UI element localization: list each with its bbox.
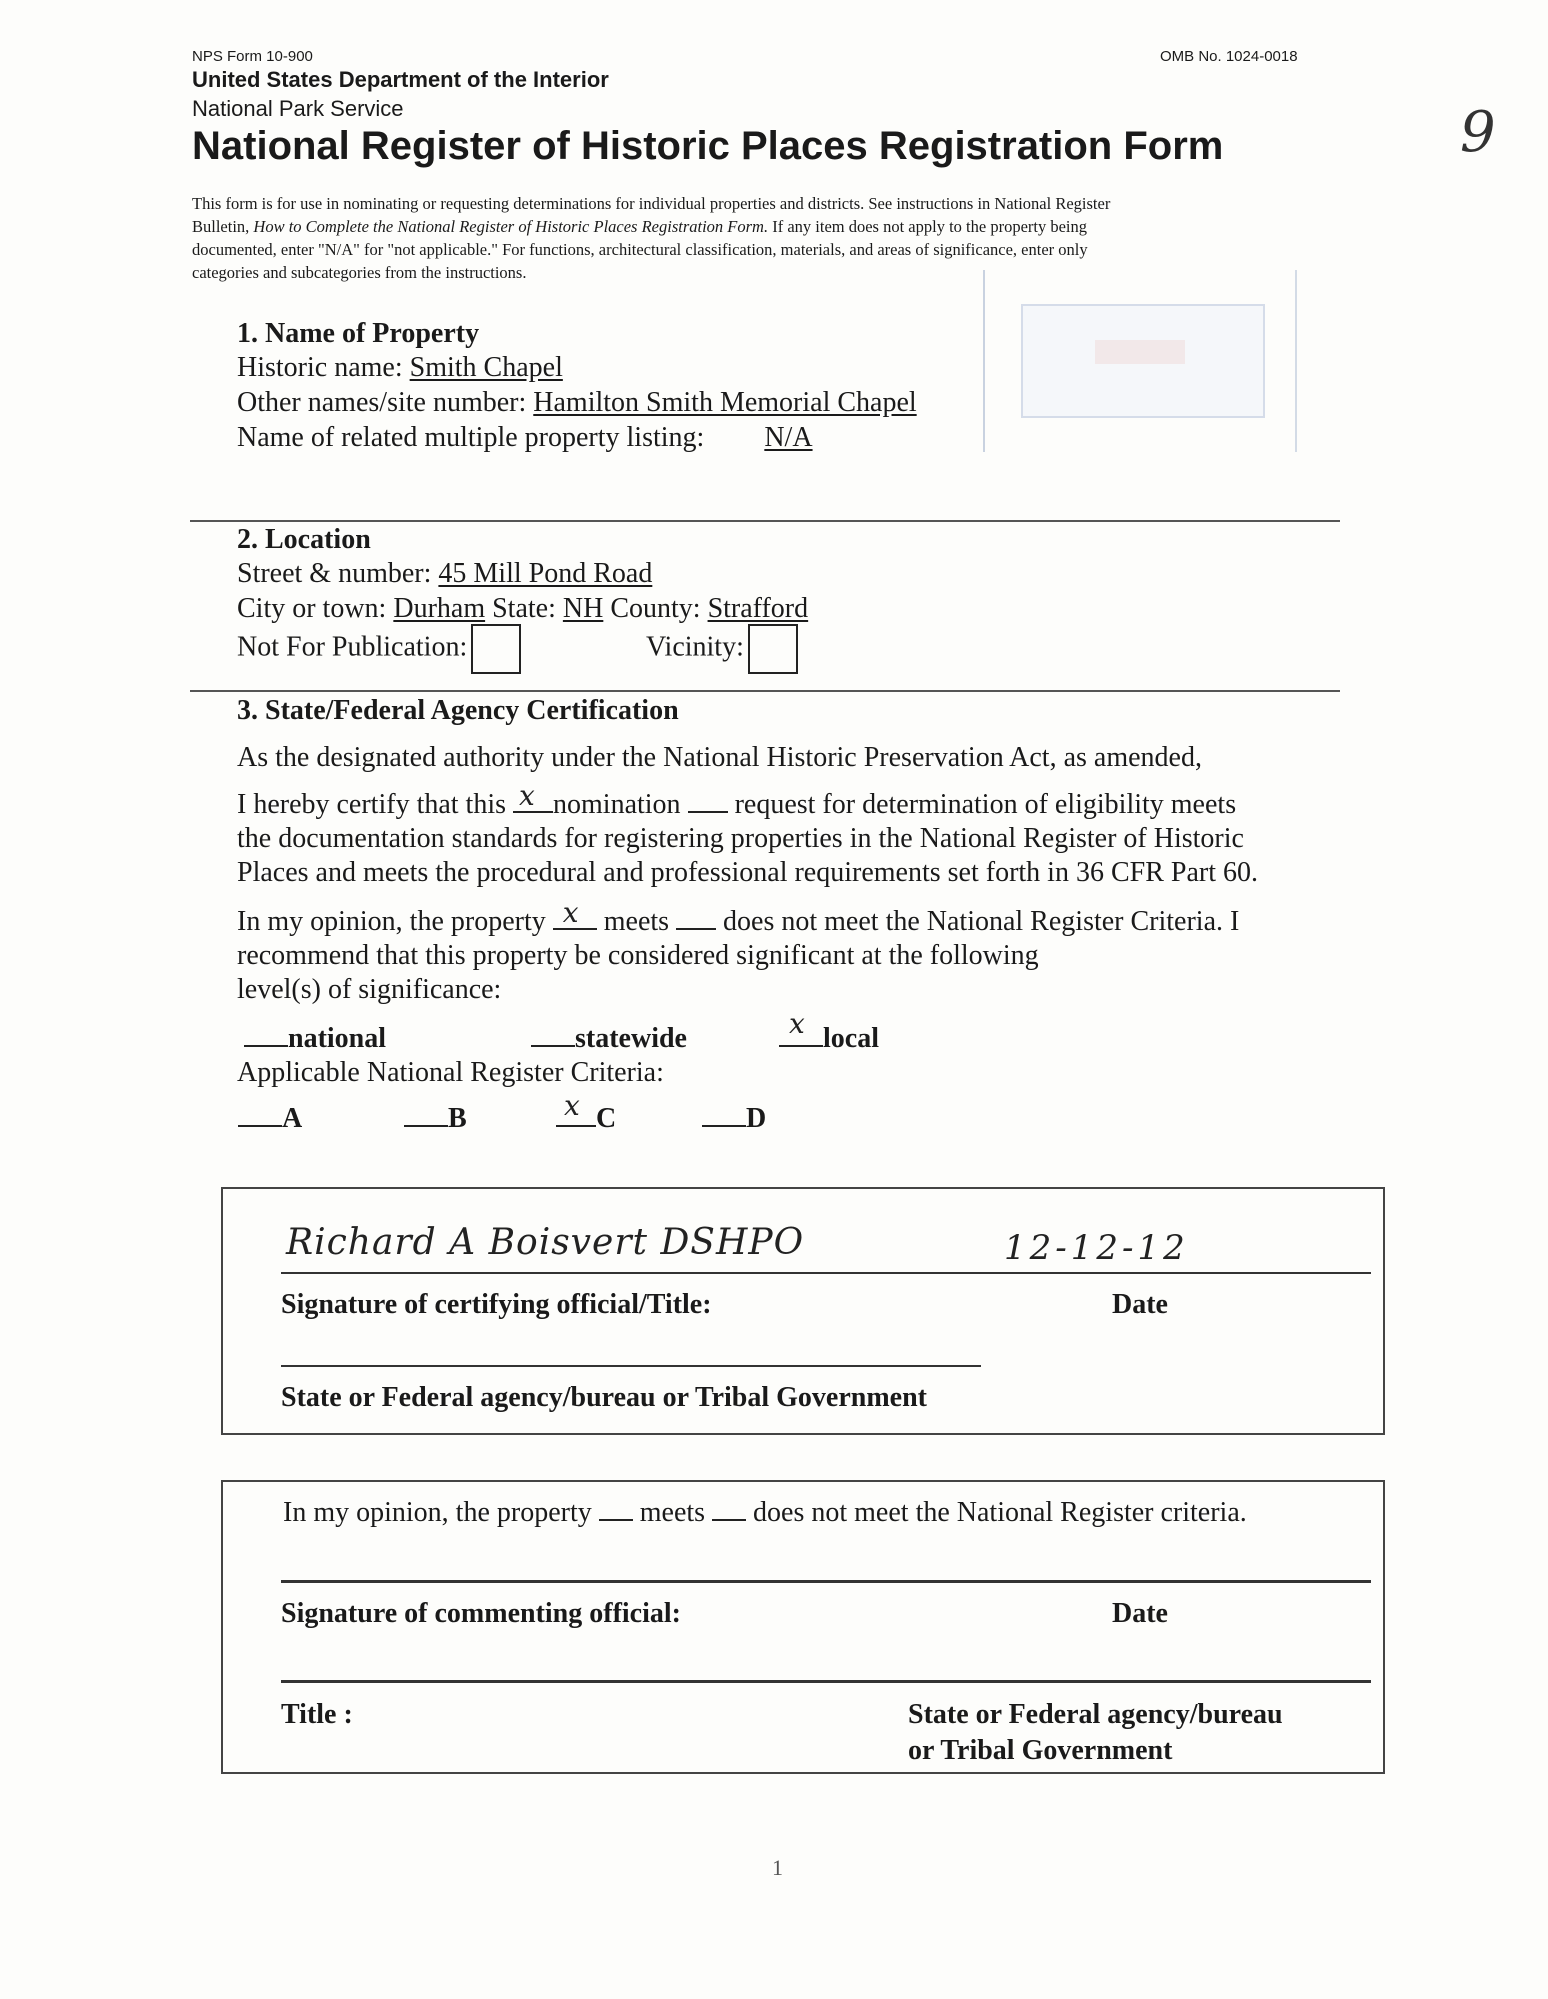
received-stamp	[983, 270, 1297, 452]
street-row	[237, 557, 652, 591]
other-names-value: Hamilton Smith Memorial Chapel	[533, 387, 917, 418]
vicinity-label: Vicinity:	[646, 631, 744, 663]
commenting-date-label: Date	[1112, 1598, 1168, 1629]
criterion-c: x C	[556, 1102, 616, 1136]
not-for-publication-checkbox[interactable]	[471, 624, 521, 674]
state-label: State:	[485, 593, 563, 624]
certification-signature-line[interactable]	[281, 1272, 1371, 1274]
nomination-check-mark: x	[519, 779, 535, 812]
level-local	[779, 1007, 879, 1056]
statewide-check-blank[interactable]	[531, 1044, 575, 1047]
criterion-d: D	[702, 1102, 766, 1136]
criterion-a-blank[interactable]	[238, 1124, 282, 1127]
multiple-property-value: N/A	[764, 422, 813, 453]
page-title: National Register of Historic Places Registration Form	[192, 124, 1224, 168]
multiple-property-row	[237, 421, 813, 455]
section3-heading: 3. State/Federal Agency Certification	[237, 695, 679, 726]
criterion-b-blank[interactable]	[404, 1124, 448, 1127]
street-value: 45 Mill Pond Road	[438, 558, 653, 589]
commenting-agency-line-1: State or Federal agency/bureau	[908, 1699, 1283, 1730]
commenting-agency-line-2: or Tribal Government	[908, 1735, 1173, 1766]
commenting-agency-label	[908, 1698, 1283, 1768]
city-row	[237, 592, 808, 626]
opinion-line-3: level(s) of significance:	[237, 974, 502, 1005]
county-value: Strafford	[707, 593, 809, 624]
certifying-signature-label: Signature of certifying official/Title:	[281, 1289, 712, 1320]
criterion-b: B	[404, 1102, 467, 1136]
does-not-meet-check-blank[interactable]	[676, 927, 716, 930]
city-label: City or town:	[237, 593, 394, 624]
opinion-paragraph	[237, 896, 1367, 1007]
certifying-signature: Richard A Boisvert DSHPO	[286, 1222, 805, 1263]
local-check-blank[interactable]	[779, 1007, 823, 1047]
intro-bulletin-title: How to Complete the National Register of Historic Places Registration Form.	[253, 217, 769, 236]
meets-check-blank[interactable]	[553, 896, 597, 930]
state-value: NH	[562, 593, 604, 624]
commenting-title-line[interactable]	[281, 1680, 1371, 1683]
certify-line-1: I hereby certify that this x nomination request for determination of eligibility meets	[237, 779, 1237, 820]
section2-heading: 2. Location	[237, 524, 371, 555]
authority-statement: As the designated authority under the National Historic Preservation Act, as amended,	[237, 742, 1202, 773]
nomination-check-blank[interactable]	[513, 779, 553, 813]
intro-line-1: This form is for use in nominating or requesting determinations for individual properties and districts. See instructions in National Register	[192, 194, 1111, 213]
comment-does-not-meet-blank[interactable]	[712, 1518, 746, 1521]
criteria-label: Applicable National Register Criteria:	[237, 1057, 664, 1088]
commenting-signature-label: Signature of commenting official:	[281, 1598, 681, 1629]
comment-meets-blank[interactable]	[599, 1518, 633, 1521]
vicinity-checkbox[interactable]	[748, 624, 798, 674]
historic-name-row	[237, 351, 563, 385]
intro-line-4: categories and subcategories from the instructions.	[192, 263, 527, 282]
department-name: United States Department of the Interior	[192, 67, 609, 92]
commenting-title-label: Title :	[281, 1699, 353, 1730]
level-national	[244, 1022, 386, 1056]
level-national-label: national	[288, 1023, 387, 1054]
city-value: Durham	[393, 593, 486, 624]
commenting-opinion: In my opinion, the property meets does not meet the National Register criteria.	[283, 1497, 1247, 1528]
criterion-a: A	[238, 1102, 302, 1136]
omb-number: OMB No. 1024-0018	[1160, 48, 1298, 65]
handwritten-page-mark: 9	[1460, 100, 1496, 165]
certify-line-2: the documentation standards for registering properties in the National Register of Historic	[237, 823, 1244, 854]
agency-line[interactable]	[281, 1365, 981, 1367]
commenting-signature-line[interactable]	[281, 1580, 1371, 1583]
local-check-mark: x	[789, 1007, 805, 1040]
opinion-line-1: In my opinion, the property x meets does not meet the National Register Criteria. I	[237, 896, 1240, 937]
service-name: National Park Service	[192, 96, 404, 121]
criterion-c-check-mark: x	[564, 1089, 580, 1122]
certifying-date-label: Date	[1112, 1289, 1168, 1320]
opinion-line-2: recommend that this property be considered significant at the following	[237, 940, 1039, 971]
historic-name-label: Historic name:	[237, 352, 410, 383]
county-label: County:	[603, 593, 708, 624]
certifying-date-value: 12-12-12	[1004, 1228, 1189, 1268]
criterion-d-blank[interactable]	[702, 1124, 746, 1127]
page-number: 1	[772, 1855, 783, 1880]
other-names-label: Other names/site number:	[237, 387, 534, 418]
level-statewide	[531, 1022, 687, 1056]
intro-line-3: documented, enter "N/A" for "not applicable." For functions, architectural classification, materials, and areas of significance, enter only	[192, 240, 1088, 259]
certify-line-3: Places and meets the procedural and professional requirements set forth in 36 CFR Part 60.	[237, 857, 1258, 888]
intro-line-2: Bulletin, How to Complete the National Register of Historic Places Registration Form. If any item does not apply to the property being	[192, 217, 1088, 236]
street-label: Street & number:	[237, 558, 439, 589]
received-stamp-mark	[1095, 340, 1185, 364]
publication-row	[237, 624, 521, 674]
certify-paragraph	[237, 779, 1357, 890]
historic-name-value: Smith Chapel	[409, 352, 563, 383]
multiple-property-label: Name of related multiple property listing:	[237, 422, 705, 453]
vicinity-row	[646, 624, 798, 674]
section1-heading: 1. Name of Property	[237, 318, 480, 349]
other-names-row	[237, 386, 917, 420]
divider-1	[190, 520, 1340, 522]
certifying-agency-label: State or Federal agency/bureau or Tribal Government	[281, 1382, 928, 1413]
meets-check-mark: x	[562, 896, 579, 929]
form-number: NPS Form 10-900	[192, 48, 313, 65]
level-statewide-label: statewide	[575, 1023, 687, 1054]
request-check-blank[interactable]	[688, 810, 728, 813]
not-for-publication-label: Not For Publication:	[237, 631, 468, 663]
national-check-blank[interactable]	[244, 1044, 288, 1047]
divider-2	[190, 690, 1340, 692]
level-local-label: local	[823, 1023, 879, 1054]
